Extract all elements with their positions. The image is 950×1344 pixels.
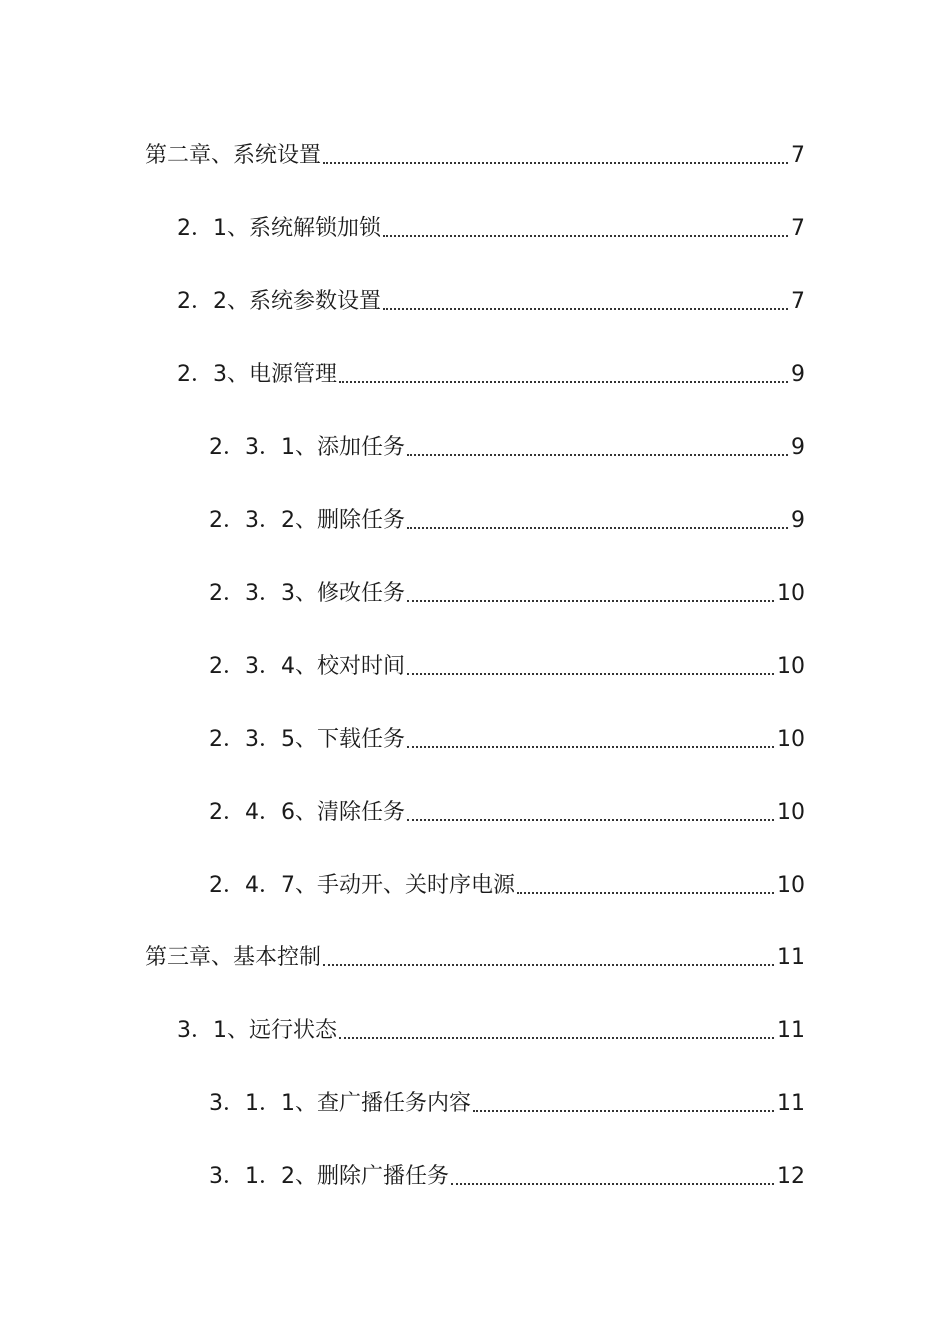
toc-entry-title: 3．1．2、删除广播任务 — [209, 1164, 449, 1189]
toc-entry-2-4-7[interactable] — [209, 863, 805, 899]
toc-entry-page: 11 — [777, 1018, 805, 1043]
toc-entry-3-1-1[interactable] — [209, 1081, 805, 1117]
toc-entry-title: 第二章、系统设置 — [145, 143, 322, 168]
toc-entry-title: 2．1、系统解锁加锁 — [177, 216, 381, 241]
toc-entry-page: 10 — [777, 800, 805, 825]
toc-entry-2-3-3[interactable] — [209, 571, 805, 607]
toc-entry-title: 2．3、电源管理 — [177, 362, 337, 387]
toc-entry-title: 2．4．7、手动开、关时序电源 — [209, 873, 515, 898]
toc-entry-title: 3．1．1、查广播任务内容 — [209, 1091, 471, 1116]
toc-entry-chapter-2[interactable] — [145, 133, 805, 169]
toc-entry-2-3[interactable] — [177, 352, 805, 388]
toc-entry-page: 10 — [777, 873, 805, 898]
toc-entry-2-1[interactable] — [177, 206, 805, 242]
toc-entry-2-3-4[interactable] — [209, 644, 805, 680]
toc-entry-page: 9 — [791, 435, 805, 460]
toc-entry-page: 7 — [791, 143, 805, 168]
dot-leader — [517, 892, 774, 894]
toc-entry-3-1-2[interactable] — [209, 1154, 805, 1190]
dot-leader — [407, 819, 774, 821]
toc-entry-title: 2．3．5、下载任务 — [209, 727, 405, 752]
toc-entry-title: 2．4．6、清除任务 — [209, 800, 405, 825]
dot-leader — [323, 964, 774, 966]
toc-entry-page: 7 — [791, 289, 805, 314]
toc-entry-page: 12 — [777, 1164, 805, 1189]
dot-leader — [407, 600, 774, 602]
dot-leader — [407, 527, 788, 529]
toc-entry-title: 2．3．2、删除任务 — [209, 508, 405, 533]
toc-entry-2-3-5[interactable] — [209, 717, 805, 753]
toc-entry-2-2[interactable] — [177, 279, 805, 315]
toc-entry-3-1[interactable] — [177, 1008, 805, 1044]
dot-leader — [383, 235, 788, 237]
toc-entry-2-3-1[interactable] — [209, 425, 805, 461]
toc-entry-title: 2．3．1、添加任务 — [209, 435, 405, 460]
dot-leader — [339, 381, 788, 383]
dot-leader — [407, 673, 774, 675]
dot-leader — [407, 746, 774, 748]
toc-entry-2-4-6[interactable] — [209, 790, 805, 826]
toc-entry-page: 10 — [777, 654, 805, 679]
toc-entry-chapter-3[interactable] — [145, 935, 805, 971]
toc-entry-page: 9 — [791, 508, 805, 533]
toc-entry-2-3-2[interactable] — [209, 498, 805, 534]
toc-entry-page: 7 — [791, 216, 805, 241]
dot-leader — [473, 1110, 774, 1112]
toc-entry-page: 9 — [791, 362, 805, 387]
toc-entry-title: 2．2、系统参数设置 — [177, 289, 381, 314]
dot-leader — [407, 454, 788, 456]
toc-entry-page: 11 — [777, 1091, 805, 1116]
toc-entry-page: 11 — [777, 945, 805, 970]
toc-entry-title: 2．3．3、修改任务 — [209, 581, 405, 606]
dot-leader — [323, 162, 788, 164]
toc-entry-title: 第三章、基本控制 — [145, 945, 322, 970]
toc-entry-page: 10 — [777, 727, 805, 752]
toc-entry-title: 2．3．4、校对时间 — [209, 654, 405, 679]
dot-leader — [383, 308, 788, 310]
dot-leader — [339, 1037, 774, 1039]
toc-entry-page: 10 — [777, 581, 805, 606]
toc-entry-title: 3．1、远行状态 — [177, 1018, 337, 1043]
dot-leader — [451, 1183, 774, 1185]
